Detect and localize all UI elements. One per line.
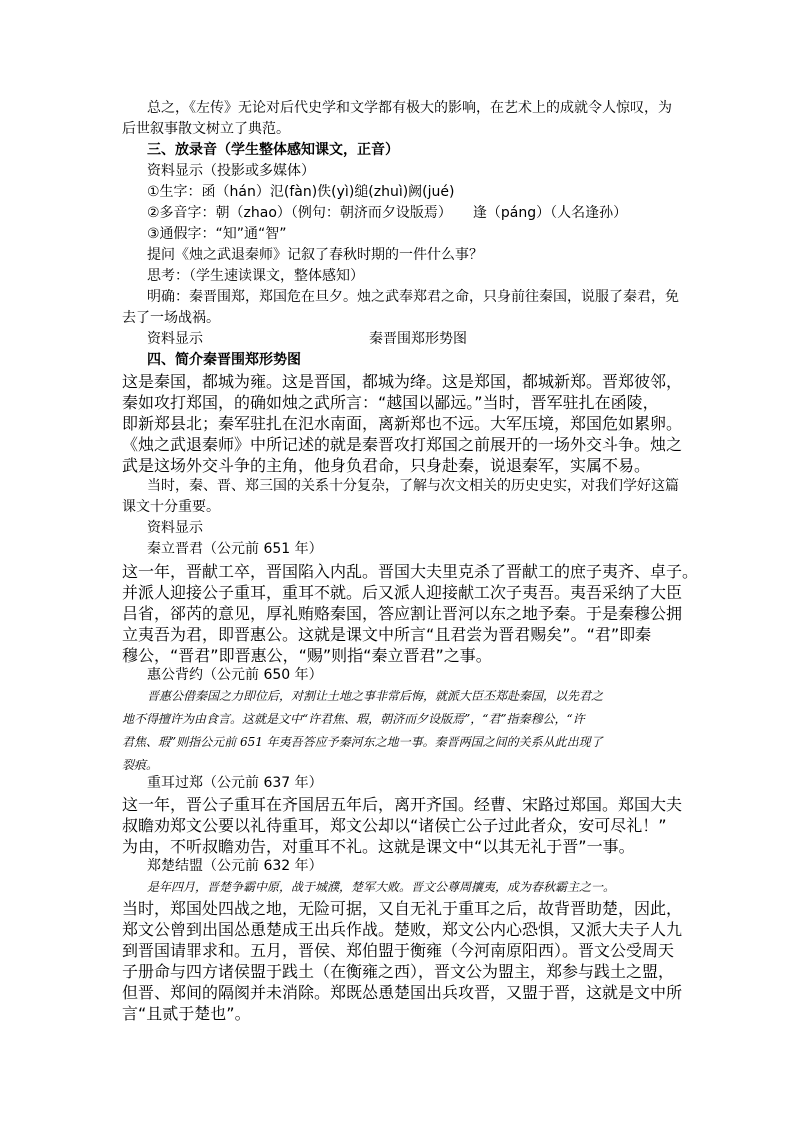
paragraph-line: 立夷吾为君，即晋惠公。这就是课文中所言“且君尝为晋君赐矣”。“君”即秦 [122, 625, 652, 644]
paragraph-line: ③通假字：“知”通“智” [147, 226, 287, 242]
paragraph-line: 资料显示 [147, 331, 203, 347]
paragraph-line: 子册命与四方诸侯盟于践土（在衡雍之西），晋文公为盟主，郑参与践土之盟， [122, 962, 675, 981]
paragraph-line: 这一年，晋公子重耳在齐国居五年后，离开齐国。经曹、宋路过郑国。郑国大夫 [122, 795, 683, 814]
paragraph-line: 郑文公曾到出国怂恿楚成王出兵作战。楚败，郑文公内心恐惧，又派大夫子人九 [122, 920, 683, 939]
paragraph-line: 武是这场外交斗争的主角，他身负君命，只身赴秦，说退秦军，实属不易。 [122, 456, 651, 475]
subheading: 秦立晋君（公元前 651 年） [147, 541, 323, 557]
paragraph-line: 并派人迎接公子重耳，重耳不就。后又派人迎接献工次子夷吾。夷吾采纳了大臣 [122, 583, 683, 602]
paragraph-line: 穆公，“晋君”即晋惠公，“赐”则指“秦立晋君”之事。 [122, 646, 492, 665]
paragraph-line: 即新郑县北；秦军驻扎在氾水南面，离新郑也不远。大军压境，郑国危如累卵。 [122, 414, 683, 433]
paragraph-line: 这是秦国，都城为雍。这是晋国，都城为绛。这是郑国，都城新郑。晋郑彼邻， [122, 372, 683, 391]
paragraph-line: 思考：（学生速读课文，整体感知） [147, 268, 364, 284]
paragraph-line: 为由，不听叔瞻劝告，对重耳不礼。这就是课文中“以其无礼于晋”一事。 [122, 837, 635, 856]
subheading: 郑楚结盟（公元前 632 年） [147, 858, 323, 874]
paragraph-line: ②多音字：朝（zhao）（例句：朝济而夕设版焉） 逢（páng）（人名逢孙） [147, 205, 628, 221]
paragraph-line: 言“且贰于楚也”。 [122, 1004, 251, 1023]
paragraph-line: 提问《烛之武退秦师》记叙了春秋时期的一件什么事？ [147, 247, 483, 263]
paragraph-line: 当时，秦、晋、郑三国的关系十分复杂，了解与次文相关的历史史实，对我们学好这篇 [147, 478, 679, 494]
paragraph-line: 秦如攻打郑国，的确如烛之武所言：“越国以鄙远。”当时，晋军驻扎在函陵， [122, 393, 659, 412]
paragraph-line: 后世叙事散文树立了典范。 [122, 121, 290, 137]
paragraph-line: 叔瞻劝郑文公要以礼待重耳，郑文公却以“诸侯亡公子过此者众，安可尽礼！” [122, 816, 667, 835]
paragraph-line: 总之，《左传》无论对后代史学和文学都有极大的影响，在艺术上的成就令人惊叹，为 [147, 100, 672, 116]
paragraph-line: 晋惠公借秦国之力即位后，对割让土地之事非常后悔，就派大臣丕郑赴秦国，以先君之 [147, 689, 604, 703]
section-heading: 三、放录音（学生整体感知课文，正音） [147, 142, 399, 158]
paragraph-line: ①生字：函（hán）氾(fàn)佚(yì)缒(zhuì)阙(jué) [147, 184, 455, 200]
paragraph-line: 但晋、郑间的隔阂并未消除。郑既怂恿楚国出兵攻晋，又盟于晋，这就是文中所 [122, 983, 683, 1002]
map-caption: 秦晋围郑形势图 [369, 331, 467, 347]
paragraph-line: 是年四月，晋楚争霸中原，战于城濮，楚军大败。晋文公尊周攘夷，成为春秋霸主之一。 [147, 880, 616, 894]
paragraph-line: 裂痕。 [122, 758, 159, 772]
paragraph-line: 课文十分重要。 [122, 499, 220, 515]
paragraph-line: 《烛之武退秦师》中所记述的就是秦晋攻打郑国之前展开的一场外交斗争。烛之 [122, 435, 683, 454]
section-heading: 四、简介秦晋围郑形势图 [147, 352, 301, 368]
paragraph-line: 君焦、瑕”则指公元前 651 年夷吾答应予秦河东之地一事。秦晋两国之间的关系从此出现了 [122, 735, 603, 749]
paragraph-line: 当时，郑国处四战之地，无险可据，又自无礼于重耳之后，故背晋助楚，因此， [122, 899, 683, 918]
subheading: 重耳过郑（公元前 637 年） [147, 775, 323, 791]
subheading: 惠公背约（公元前 650 年） [147, 667, 323, 683]
paragraph-line: 地不得擅许为由食言。这就是文中“许君焦、瑕，朝济而夕设版焉”，“君”指秦穆公，“许 [122, 712, 585, 726]
paragraph-line: 吕省，郤芮的意见，厚礼贿赂秦国，答应割让晋河以东之地予秦。于是秦穆公拥 [122, 604, 683, 623]
paragraph-line: 这一年，晋献工卒，晋国陷入内乱。晋国大夫里克杀了晋献工的庶子夷齐、卓子。 [122, 562, 699, 581]
paragraph-line: 到晋国请罪求和。五月，晋侯、郑伯盟于衡雍（今河南原阳西）。晋文公受周天 [122, 941, 675, 960]
paragraph-line: 明确：秦晋围郑，郑国危在旦夕。烛之武奉郑君之命，只身前往秦国，说服了秦君，免 [147, 289, 679, 305]
paragraph-line: 资料显示 [147, 520, 203, 536]
paragraph-line: 资料显示（投影或多媒体） [147, 163, 315, 179]
paragraph-line: 去了一场战祸。 [122, 310, 220, 326]
